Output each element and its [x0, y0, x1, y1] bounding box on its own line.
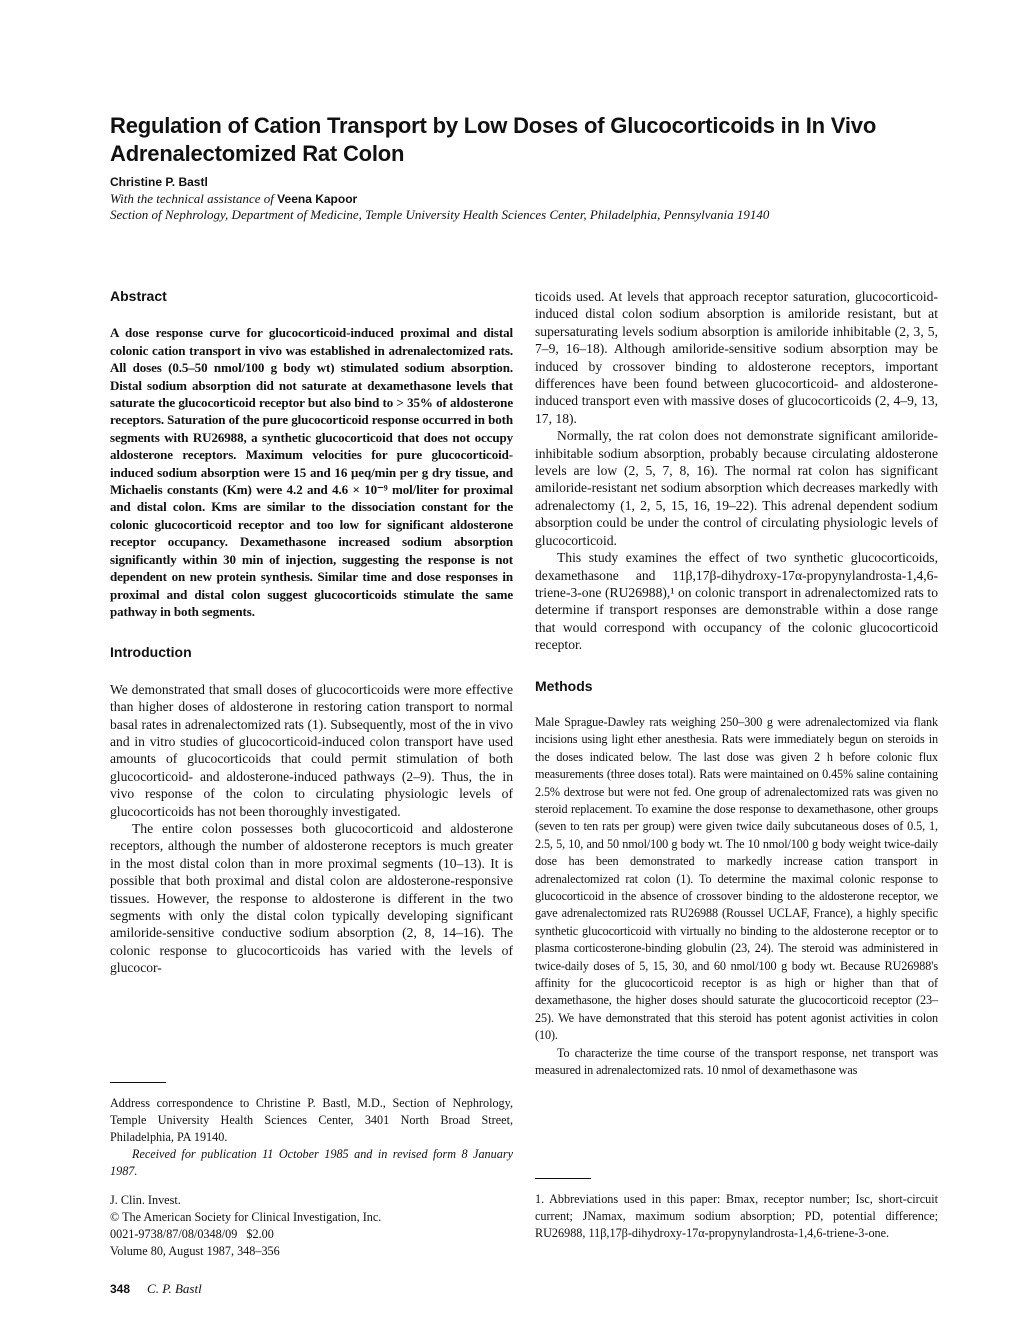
abbreviations-text: 1. Abbreviations used in this paper: Bmax, receptor number; Isc, short-circuit current; JNamax, maximum sodium absorption; PD, potential difference; RU26988, 11β,17β-dihydroxy-17α-propynylandrosta-1,4,6-triene-3-one. [535, 1192, 938, 1240]
methods-paragraph-1: Male Sprague-Dawley rats weighing 250–300 g were adrenalectomized via flank incisions using light ether anesthesia. Rats were immediately begun on steroids in the doses indicated below. The last dose was given 2 h before colonic flux measurements (three doses total). Rats were maintained on 0.45% saline containing 2.5% dextrose but were not fed. One group of adrenalectomized rats was given no steroid replacement. To examine the dose response to dexamethasone, other groups (seven to ten rats per group) were given twice daily subcutaneous doses of 0.5, 1, 2.5, 5, 10, and 50 nmol/100 g body wt. The 10 nmol/100 g body weight twice-daily dose has been demonstrated to markedly increase cation transport in adrenalectomized rat colon (1). To determine the maximal colonic response to glucocorticoid in the absence of crossover binding to the aldosterone receptor, we gave adrenalectomized rats RU26988 (Roussel UCLAF, France), a highly specific synthetic glucocorticoid with virtually no binding to the aldosterone receptor or to plasma corticosterone-binding globulin (23, 24). The steroid was administered in twice-daily doses of 5, 15, 30, and 60 nmol/100 g body wt. Because RU26988's affinity for the glucocorticoid receptor is as high or higher than that of dexamethasone, the higher doses should saturate the glucocorticoid receptor (23–25). We have demonstrated that this steroid has potent agonist activities in colon (10). [535, 714, 938, 1043]
methods-heading: Methods [535, 677, 593, 694]
footnote-rule [535, 1178, 591, 1179]
running-author: C. P. Bastl [147, 1281, 202, 1296]
technical-assistance [110, 191, 357, 207]
assistant-name: Veena Kapoor [277, 192, 358, 206]
methods-body [535, 714, 938, 1080]
issn-line: 0021-9738/87/08/0348/09 $2.00 [110, 1227, 274, 1241]
page-footer [110, 1281, 202, 1297]
received-dates: Received for publication 11 October 1985 and in revised form 8 January 1987. [110, 1147, 513, 1178]
author-name: Christine P. Bastl [110, 175, 208, 189]
abstract-heading: Abstract [110, 288, 167, 304]
abstract-text: A dose response curve for glucocorticoid-induced proximal and distal colonic cation transport in vivo was established in adrenalectomized rats. All doses (0.5–50 nmol/100 g body wt) stimulated sodium absorption. Distal sodium absorption did not saturate at dexamethasone levels that saturate the glucocorticoid receptor but also bind to > 35% of aldosterone receptors. Saturation of the pure glucocorticoid response occurred in both segments with RU26988, a synthetic glucocorticoid that does not occupy aldosterone receptors. Maximum velocities for pure glucocorticoid-induced sodium absorption were 15 and 16 μeq/min per g dry tissue, and Michaelis constants (Km) were 4.2 and 4.6 × 10⁻⁹ mol/liter for proximal and distal colon. Kms are similar to the dissociation constant for the colonic glucocorticoid receptor and too low for significant aldosterone receptor occupancy. Dexamethasone increased sodium absorption significantly within 30 min of injection, suggesting the response is not dependent on new protein synthesis. Similar time and dose responses in proximal and distal colon suggest glucocorticoids stimulate the same pathway in both segments. [110, 325, 513, 619]
introduction-heading: Introduction [110, 644, 192, 661]
volume-line: Volume 80, August 1987, 348–356 [110, 1244, 280, 1258]
right-column [535, 288, 938, 1079]
right-paragraph-1: ticoids used. At levels that approach receptor saturation, glucocorticoid-induced distal colon sodium absorption is amiloride resistant, but at supersaturating levels sodium absorption is amiloride inhibitable (2, 3, 5, 7–9, 16–18). Although amiloride-sensitive sodium absorption may be induced by crossover binding to aldosterone receptors, important differences have been found between glucocorticoid- and aldosterone-induced transport even with massive doses of glucocorticoids (2, 4–9, 13, 17, 18). [535, 289, 938, 426]
left-column [110, 288, 513, 977]
author-affiliation: Section of Nephrology, Department of Medicine, Temple University Health Sciences Center, Philadelphia, Pennsylvania 19140 [110, 207, 770, 222]
intro-paragraph-2: The entire colon possesses both glucocorticoid and aldosterone receptors, although the number of aldosterone receptors is much greater in the most distal colon than in more proximal segments (10–13). It is possible that both proximal and distal colon are aldosterone-responsive tissues. However, the response to aldosterone is different in the two segments with only the distal colon typically developing significant amiloride-sensitive conductive sodium absorption (2, 8, 14–16). The colonic response to glucocorticoids has varied with the levels of glucocor- [110, 820, 513, 976]
abbreviations-footnote [535, 1178, 938, 1242]
paper-title: Regulation of Cation Transport by Low Doses of Glucocorticoids in In Vivo Adrenalectomized Rat Colon [110, 113, 877, 166]
journal-name: J. Clin. Invest. [110, 1193, 181, 1207]
right-paragraph-3: This study examines the effect of two synthetic glucocorticoids, dexamethasone and 11β,17β-dihydroxy-17α-propynylandrosta-1,4,6-triene-3-one (RU26988),¹ on colonic transport in adrenalectomized rats to determine if transport responses are demonstrable within a dose range that would correspond with occupancy of the colonic glucocorticoid receptor. [535, 550, 938, 653]
intro-paragraph-1: We demonstrated that small doses of glucocorticoids were more effective than higher doses of aldosterone in restoring cation transport to normal basal rates in adrenalectomized rats (1). Subsequently, most of the in vivo and in vitro studies of glucocorticoid-induced colon transport have used amounts of glucocorticoids that could permit stimulation of both glucocorticoid- and aldosterone-induced pathways (2–9). Thus, the in vivo response of the colon to circulating physiologic levels of glucocorticoids has not been thoroughly investigated. [110, 681, 513, 819]
correspondence-address: Address correspondence to Christine P. Bastl, M.D., Section of Nephrology, Temple University Health Sciences Center, 3401 North Broad Street, Philadelphia, PA 19140. [110, 1096, 513, 1144]
right-paragraph-2: Normally, the rat colon does not demonstrate significant amiloride-inhibitable sodium absorption, probably because circulating aldosterone levels are low (2, 5, 7, 8, 16). The normal rat colon has significant amiloride-resistant net sodium absorption which decreases markedly with adrenalectomy (1, 2, 5, 15, 16, 19–22). This adrenal dependent sodium absorption could be under the control of circulating physiologic levels of glucocorticoid. [535, 428, 938, 548]
methods-paragraph-2: To characterize the time course of the transport response, net transport was measured in adrenalectomized rats. 10 nmol of dexamethasone was [535, 1045, 938, 1078]
footnote-rule [110, 1082, 166, 1083]
left-footnote [110, 1082, 513, 1260]
page-number: 348 [110, 1282, 131, 1296]
copyright-line: © The American Society for Clinical Investigation, Inc. [110, 1210, 382, 1224]
assistance-prefix: With the technical assistance of [110, 191, 274, 206]
